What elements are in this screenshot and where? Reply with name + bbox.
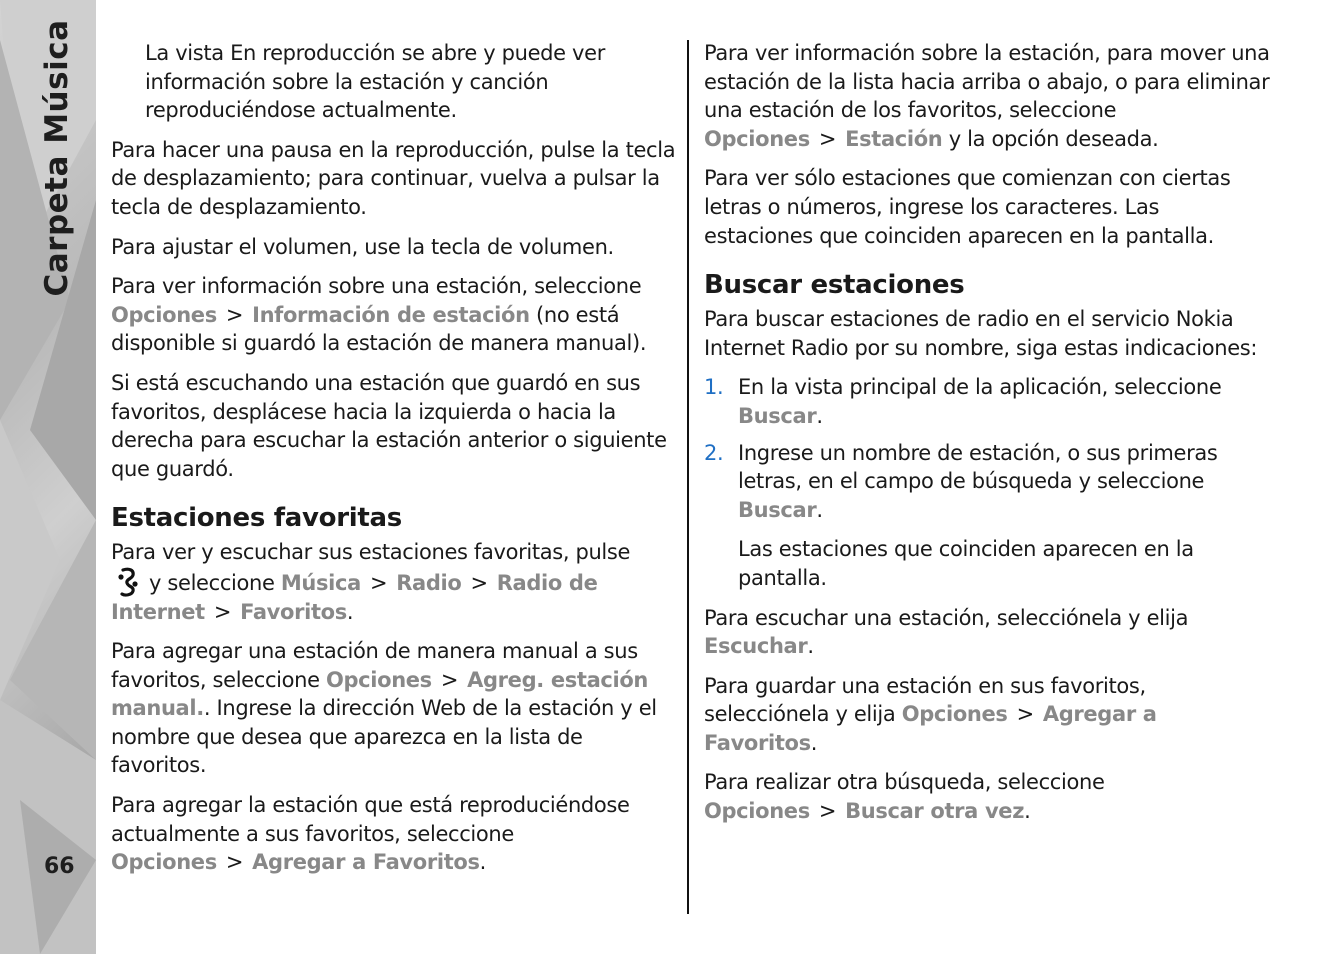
text: y la opción deseada. bbox=[942, 126, 1159, 151]
paragraph: Para hacer una pausa en la reproducción, pulse la tecla de desplazamiento; para continuar, vuelva a pulsar la tecla de desplazamiento. bbox=[111, 137, 676, 219]
menu-separator: > bbox=[470, 570, 488, 595]
paragraph bbox=[704, 672, 1270, 758]
step-number: 2. bbox=[704, 440, 724, 465]
page-number: 66 bbox=[44, 854, 75, 879]
menu-option: Opciones bbox=[111, 850, 217, 875]
step-number: 1. bbox=[704, 375, 724, 400]
paragraph: Si está escuchando una estación que guardó en sus favoritos, desplácese hacia la izquierda o hacia la derecha para escuchar la estación anterior o siguiente que guardó. bbox=[111, 370, 667, 481]
text: (no está disponible si guardó la estación de manera manual). bbox=[111, 302, 647, 356]
menu-option: Opciones bbox=[704, 799, 810, 824]
paragraph bbox=[704, 39, 1270, 153]
paragraph: Para ver sólo estaciones que comienzan con ciertas letras o números, ingrese los caracteres. Las estaciones que coinciden aparecen en la pantalla. bbox=[704, 166, 1231, 248]
paragraph bbox=[111, 538, 677, 626]
text: Para guardar una estación en sus favoritos, selecciónela y elija bbox=[704, 673, 1146, 727]
menu-option: Favoritos bbox=[240, 599, 347, 624]
sidebar bbox=[0, 0, 96, 954]
menu-separator: > bbox=[818, 126, 837, 151]
text: En la vista principal de la aplicación, seleccione bbox=[738, 375, 1222, 400]
text: Para agregar una estación de manera manual a sus favoritos, seleccione bbox=[111, 639, 638, 692]
step-note: Las estaciones que coinciden aparecen en la pantalla. bbox=[738, 537, 1194, 590]
text: . Ingrese la dirección Web de la estación y el nombre que desea que aparezca en la lista de favoritos. bbox=[111, 696, 657, 778]
menu-option: Agregar a Favoritos bbox=[252, 850, 480, 875]
menu-separator: > bbox=[440, 667, 459, 692]
text: Para realizar otra búsqueda, seleccione bbox=[704, 770, 1105, 795]
menu-option: Opciones bbox=[901, 702, 1008, 727]
heading-buscar-estaciones: Buscar estaciones bbox=[704, 270, 965, 301]
text: Para escuchar una estación, selecciónela y elija bbox=[704, 605, 1189, 630]
menu-separator: > bbox=[818, 799, 837, 824]
menu-option: Información de estación bbox=[252, 302, 530, 327]
menu-option: Música bbox=[280, 570, 361, 595]
paragraph bbox=[111, 791, 677, 877]
right-column bbox=[704, 39, 1270, 837]
text: . bbox=[1024, 799, 1031, 824]
paragraph bbox=[111, 637, 677, 780]
menu-option: Buscar bbox=[738, 497, 817, 522]
paragraph: Para ajustar el volumen, use la tecla de volumen. bbox=[111, 234, 614, 259]
text: y seleccione bbox=[149, 570, 281, 595]
text: . bbox=[816, 497, 823, 522]
text: Ingrese un nombre de estación, o sus primeras letras, en el campo de búsqueda y seleccione bbox=[738, 440, 1218, 494]
menu-separator: > bbox=[225, 850, 244, 875]
menu-option: Radio de Internet bbox=[111, 570, 598, 624]
list-item bbox=[704, 439, 1270, 525]
paragraph: Para buscar estaciones de radio en el servicio Nokia Internet Radio por su nombre, siga estas indicaciones: bbox=[704, 307, 1258, 360]
left-column bbox=[111, 39, 677, 888]
text: Para ver y escuchar sus estaciones favoritas, pulse bbox=[111, 540, 631, 565]
menu-option: Agreg. estación manual. bbox=[111, 667, 649, 721]
menu-key-icon bbox=[115, 567, 141, 597]
text: Para ver información sobre una estación, seleccione bbox=[111, 274, 642, 299]
menu-option: Estación bbox=[845, 126, 943, 151]
paragraph bbox=[704, 768, 1270, 825]
paragraph bbox=[111, 272, 677, 358]
menu-option: Buscar bbox=[738, 403, 817, 428]
list-item bbox=[704, 373, 1270, 430]
menu-option: Opciones bbox=[704, 126, 810, 151]
menu-separator: > bbox=[1016, 702, 1034, 727]
text: . bbox=[346, 599, 354, 624]
menu-option: Opciones bbox=[111, 302, 217, 327]
menu-option: Radio bbox=[396, 570, 462, 595]
text: Para ver información sobre la estación, para mover una estación de la lista hacia arriba o abajo, o para eliminar una estación de los favoritos, seleccione bbox=[704, 41, 1270, 123]
menu-option: Escuchar bbox=[704, 634, 808, 659]
text: Para agregar la estación que está reproduciéndose actualmente a sus favoritos, seleccione bbox=[111, 793, 630, 846]
text: . bbox=[816, 403, 823, 428]
menu-option: Buscar otra vez bbox=[845, 799, 1025, 824]
menu-option: Agregar a Favoritos bbox=[704, 702, 1157, 755]
paragraph bbox=[704, 604, 1270, 661]
column-divider bbox=[687, 40, 689, 914]
menu-separator: > bbox=[213, 599, 232, 624]
steps-list bbox=[704, 373, 1270, 524]
heading-estaciones-favoritas: Estaciones favoritas bbox=[111, 503, 402, 534]
paragraph: La vista En reproducción se abre y puede ver información sobre la estación y canción reproduciéndose actualmente. bbox=[145, 41, 605, 123]
menu-option: Opciones bbox=[325, 667, 432, 692]
section-title: Carpeta Música bbox=[39, 19, 75, 297]
text: . bbox=[807, 634, 814, 659]
text: . bbox=[479, 850, 486, 875]
text: . bbox=[810, 730, 818, 755]
menu-separator: > bbox=[369, 570, 388, 595]
menu-separator: > bbox=[225, 302, 244, 327]
